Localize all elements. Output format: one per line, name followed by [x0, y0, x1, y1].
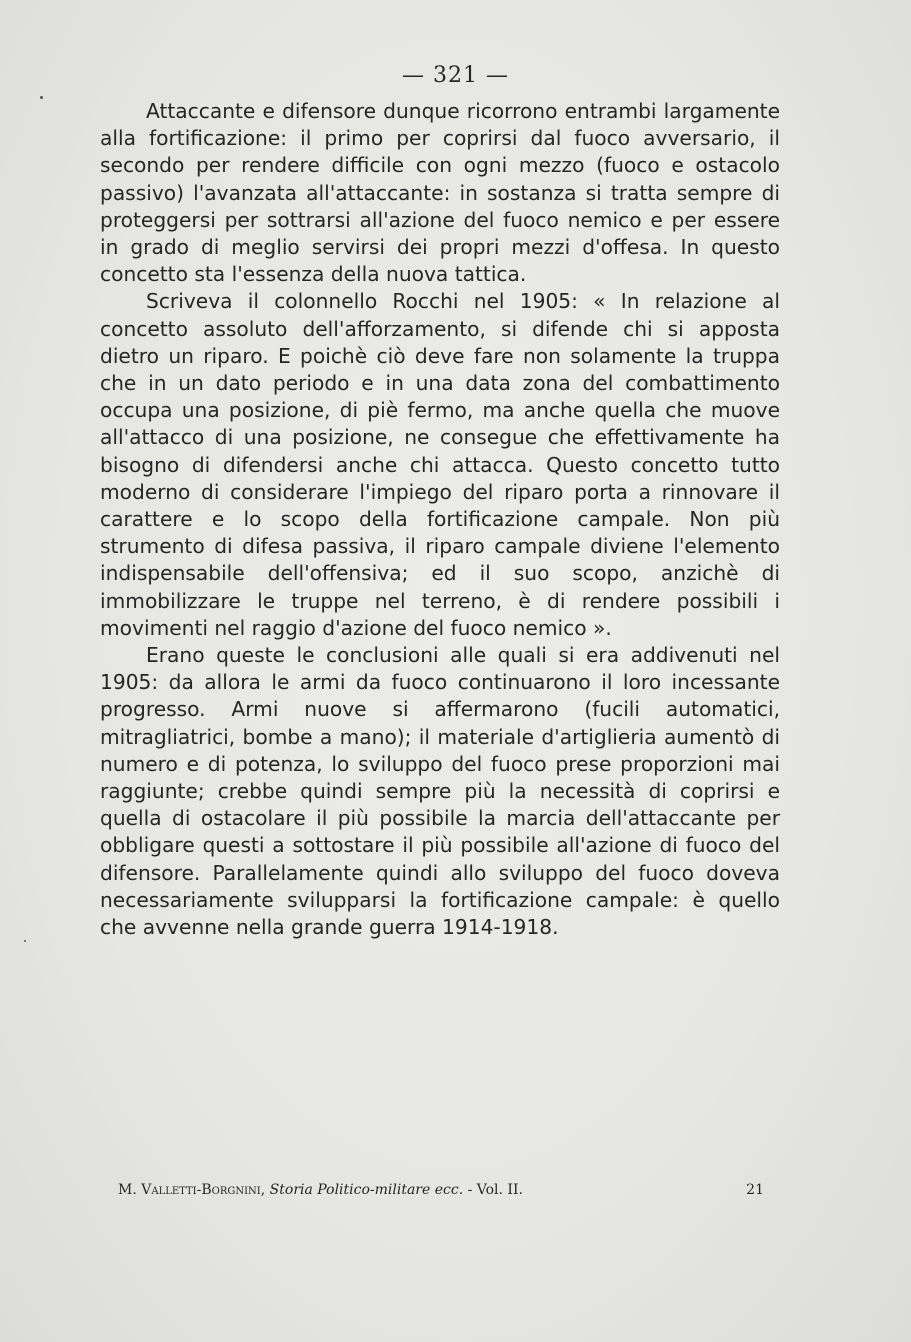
paragraph-2: Scriveva il colonnello Rocchi nel 1905: « In relazione al concetto assoluto dell'afforzamento, si difende chi si apposta dietro un riparo. E poichè ciò deve fare non solamente la truppa che in un dato periodo e in una data zona del combattimento occupa una posizione, di piè fermo, ma anche quella che muove all'attacco di una posizione, ne consegue che effettivamente ha bisogno di difendersi anche chi attacca. Questo concetto tutto moderno di considerare l'impiego del riparo porta a rinnovare il carattere e lo scopo della fortificazione campale. Non più strumento di difesa passiva, il riparo campale diviene l'elemento indispensabile dell'offensiva; ed il suo scopo, anzichè di immobilizzare le truppe nel terreno, è di rendere possibili i movimenti nel raggio d'azione del fuoco nemico ». [100, 289, 780, 640]
page-footer [118, 1182, 764, 1198]
paragraph-1: Attaccante e difensore dunque ricorrono entrambi largamente alla fortificazione: il primo per coprirsi dal fuoco avversario, il secondo per rendere difficile con ogni mezzo (fuoco e ostacolo passivo) l'avanzata all'attaccante: in sostanza si tratta sempre di proteggersi per sottrarsi all'azione del fuoco nemico e per essere in grado di meglio servirsi dei propri mezzi d'offesa. In questo concetto sta l'essenza della nuova tattica. [100, 99, 780, 287]
paragraph-3: Erano queste le conclusioni alle quali si era addivenuti nel 1905: da allora le armi da fuoco continuarono il loro incessante progresso. Armi nuove si affermarono (fucili automatici, mitragliatrici, bombe a mano); il materiale d'artiglieria aumentò di numero e di potenza, lo sviluppo del fuoco prese proporzioni mai raggiunte; crebbe quindi sempre più la necessità di coprirsi e quella di ostacolare il più possibile la marcia dell'attaccante per obbligare questi a sottostare il più possibile all'azione di fuoco del difensore. Parallelamente quindi allo sviluppo del fuoco doveva necessariamente svilupparsi la fortificazione campale: è quello che avvenne nella grande guerra 1914-1918. [100, 643, 780, 940]
footer-signature: 21 [746, 1182, 764, 1198]
footer-author: M. Valletti-Borgnini, [118, 1182, 266, 1198]
page-number: — 321 — [402, 63, 509, 88]
footer-citation [118, 1182, 523, 1198]
body-text [100, 98, 780, 941]
scan-speck [24, 940, 26, 942]
footer-title: Storia Politico-militare ecc. [269, 1182, 464, 1198]
scan-speck [40, 96, 43, 99]
footer-volume: - Vol. II. [467, 1182, 523, 1198]
